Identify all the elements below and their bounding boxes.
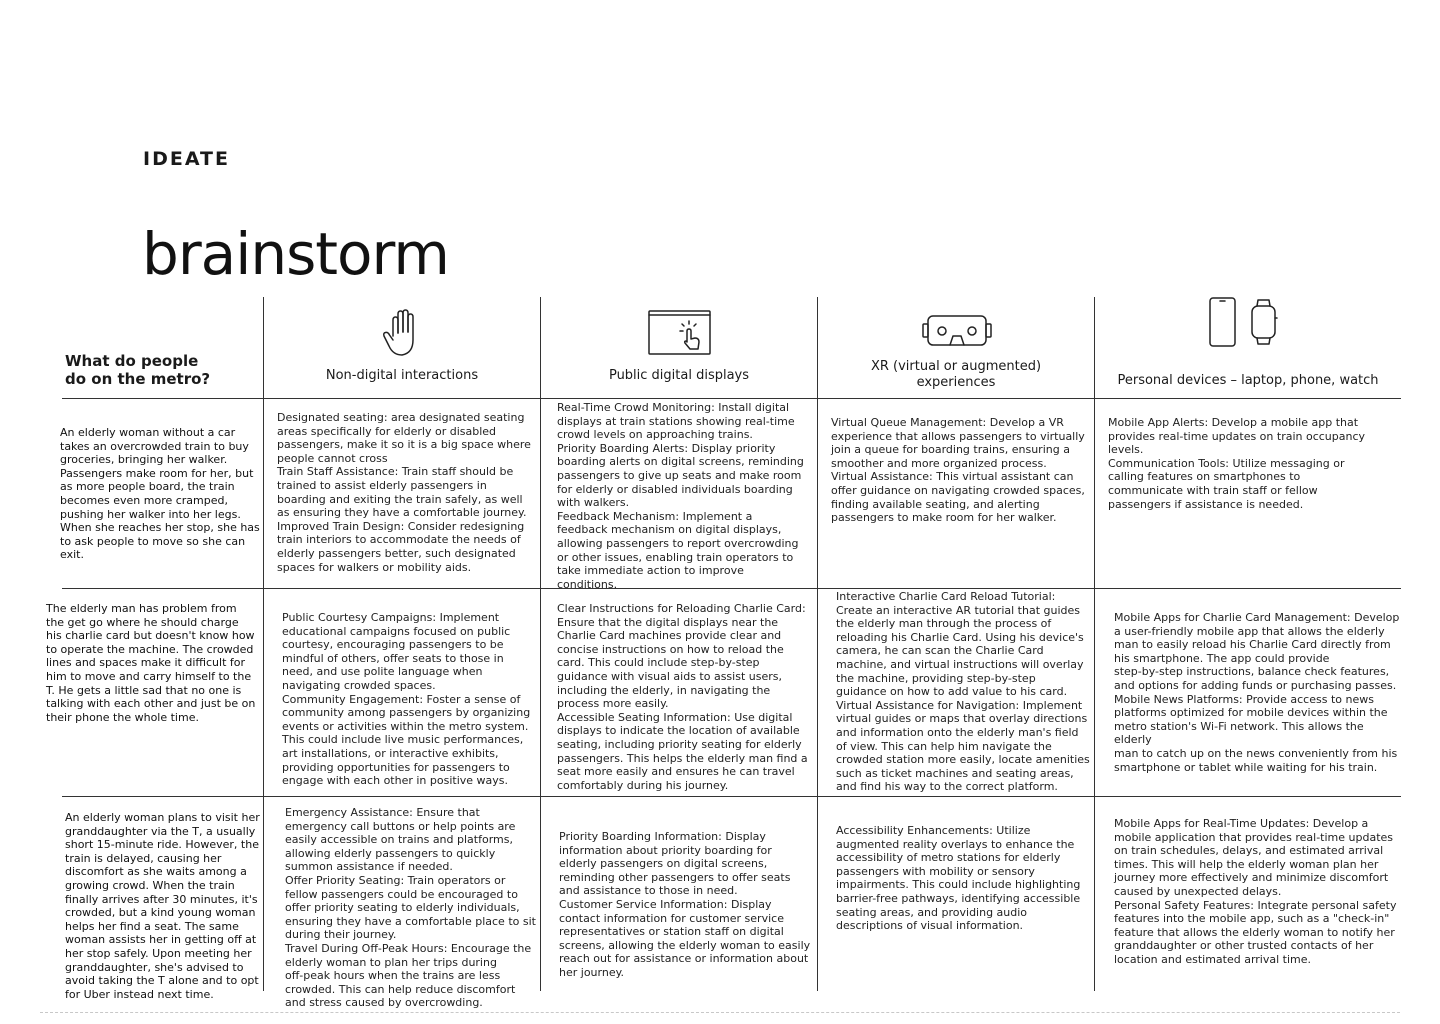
page-title: brainstorm [142,220,449,288]
cell-r3-xr: Accessibility Enhancements: Utilize augmented reality overlays to enhance the accessibility of metro stations for elderly passengers with mobility or sensory impairments. This could include highlighting barrier-free pathways, identifying accessible seating areas, and providing audio descriptions of visual information. [836,824,1081,933]
cell-r1-public-displays: Real-Time Crowd Monitoring: Install digital displays at train stations showing real-time crowd levels on approaching trains. Priority Boarding Alerts: Display priority boarding alerts on digital screens, reminding passengers to give up seats and make room for elderly or disabled individuals boarding with walkers. Feedback Mechanism: Implement a feedback mechanism on digital displays, allowing passengers to report overcrowding or other issues, enabling train operators to take immediate action to improve conditions. [557,401,804,591]
divider-v1 [263,297,264,991]
scenario-1: An elderly woman without a car takes an overcrowded train to buy groceries, bringing her walker. Passengers make room for her, but as more people board, the train becomes even more cramped, pushing her walker into her legs. When she reaches her stop, she has to ask people to move so she can exit. [60,426,260,562]
scenario-3: An elderly woman plans to visit her granddaughter via the T, a usually short 15-minute ride. However, the train is delayed, causing her discomfort as she waits among a growing crowd. When the train finally arrives after 30 minutes, it's crowded, but a kind young woman helps her find a seat. The same woman assists her in getting off at her stop safely. Upon meeting her granddaughter, she's advised to avoid taking the T alone and to opt for Uber instead next time. [65,811,260,1001]
divider-v3 [817,297,818,991]
divider-h-header [62,398,1401,399]
vr-headset-icon [922,313,992,353]
bottom-divider [40,1012,1400,1013]
cell-r2-public-displays: Clear Instructions for Reloading Charlie Card: Ensure that the digital displays near the Charlie Card machines provide clear and concise instructions on how to reload the card. This could include step-by-step guidance with visual aids to assist users, including the elderly, in navigating the process more easily. Accessible Seating Information: Use digital displays to indicate the location of available seating, including priority seating for elderly passengers. This helps the elderly man find a seat more easily and ensures he can travel comfortably during his journey. [557,602,808,792]
divider-h-row2 [62,796,1401,797]
column-header-xr: XR (virtual or augmented) experiences [870,359,1042,390]
cell-r2-non-digital: Public Courtesy Campaigns: Implement educational campaigns focused on public courtesy, encouraging passengers to be mindful of others, offer seats to those in need, and use polite language when navigating crowded spaces. Community Engagement: Foster a sense of community among passengers by organizing events or activities within the metro system. This could include live music performances, art installations, or interactive exhibits, providing opportunities for passengers to engage with each other in positive ways. [282,611,531,788]
cell-r1-non-digital: Designated seating: area designated seating areas specifically for elderly or disabled passengers, make it so it is a big space where people cannot cross Train Staff Assistance: Train staff should be trained to assist elderly passengers in boarding and exiting the train safely, as well as ensuring they have a comfortable journey. Improved Train Design: Consider redesigning train interiors to accommodate the needs of elderly passengers better, such designated spaces for walkers or mobility aids. [277,411,531,574]
column-header-non-digital: Non-digital interactions [325,368,479,383]
divider-v2 [540,297,541,991]
hand-icon [381,308,427,362]
cell-r3-non-digital: Emergency Assistance: Ensure that emergency call buttons or help points are easily accessible on trains and platforms, allowing elderly passengers to quickly summon assistance if needed. Offer Priority Seating: Train operators or fellow passengers could be encouraged to offer priority seating to elderly individuals, ensuring they have a comfortable place to sit during their journey. Travel During Off-Peak Hours: Encourage the elderly woman to plan her trips during off-peak hours when the trains are less crowded. This can help reduce discomfort and stress caused by overcrowding. [285,806,536,1010]
eyebrow-label: IDEATE [143,148,230,170]
divider-h-row1 [62,588,1401,589]
cell-r1-personal-devices: Mobile App Alerts: Develop a mobile app that provides real-time updates on train occupancy levels. Communication Tools: Utilize messaging or calling features on smartphones to communicate with train staff or fellow passengers if assistance is needed. [1108,416,1366,511]
cell-r3-personal-devices: Mobile Apps for Real-Time Updates: Develop a mobile application that provides real-time updates on train schedules, delays, and estimated arrival times. This will help the elderly woman plan her journey more effectively and minimize discomfort caused by unexpected delays. Personal Safety Features: Integrate personal safety features into the mobile app, such as a "check-in" feature that allows the elderly woman to notify her granddaughter or other trusted contacts of her location and estimated arrival time. [1114,817,1397,966]
scenario-2: The elderly man has problem from the get go where he should charge his charlie card but doesn't know how to operate the machine. The crowded lines and spaces make it difficult for him to move and carry himself to the T. He gets a little sad that no one is talking with each other and just be on their phone the whole time. [46,602,256,724]
question-header: What do people do on the metro? [65,352,211,388]
cell-r2-xr: Interactive Charlie Card Reload Tutorial: Create an interactive AR tutorial that guides the elderly man through the process of reloading his Charlie Card. Using his device's camera, he can scan the Charlie Card machine, and virtual instructions will overlay the machine, providing step-by-step guidance on how to add value to his card. Virtual Assistance for Navigation: Implement virtual guides or maps that overlay directions and information onto the elderly man's field of view. This can help him navigate the crowded station more easily, locate amenities such as ticket machines and seating areas, and find his way to the correct platform. [836,590,1090,794]
cell-r1-xr: Virtual Queue Management: Develop a VR experience that allows passengers to virtually join a queue for boarding trains, ensuring a smoother and more organized process. Virtual Assistance: This virtual assistant can offer guidance on navigating crowded spaces, finding available seating, and alerting passengers to make room for her walker. [831,416,1085,525]
touch-screen-icon [647,309,713,361]
column-header-personal-devices: Personal devices – laptop, phone, watch [1117,373,1379,388]
phone-watch-icon [1207,296,1281,352]
column-header-public-displays: Public digital displays [608,368,750,383]
divider-v4 [1094,297,1095,991]
cell-r2-personal-devices: Mobile Apps for Charlie Card Management: Develop a user-friendly mobile app that allows the elderly man to easily reload his Charlie Card directly from his smartphone. The app could provide step-by-step instructions, balance check features, and options for adding funds or purchasing passes. Mobile News Platforms: Provide access to news platforms optimized for mobile devices within the metro station's Wi-Fi network. This allows the elderly man to catch up on the news conveniently from his smartphone or tablet while waiting for his train. [1114,611,1400,774]
cell-r3-public-displays: Priority Boarding Information: Display information about priority boarding for elderly passengers on digital screens, reminding other passengers to offer seats and assistance to those in need. Customer Service Information: Display contact information for customer service representatives or station staff on digital screens, allowing the elderly woman to easily reach out for assistance or information about her journey. [559,830,811,979]
